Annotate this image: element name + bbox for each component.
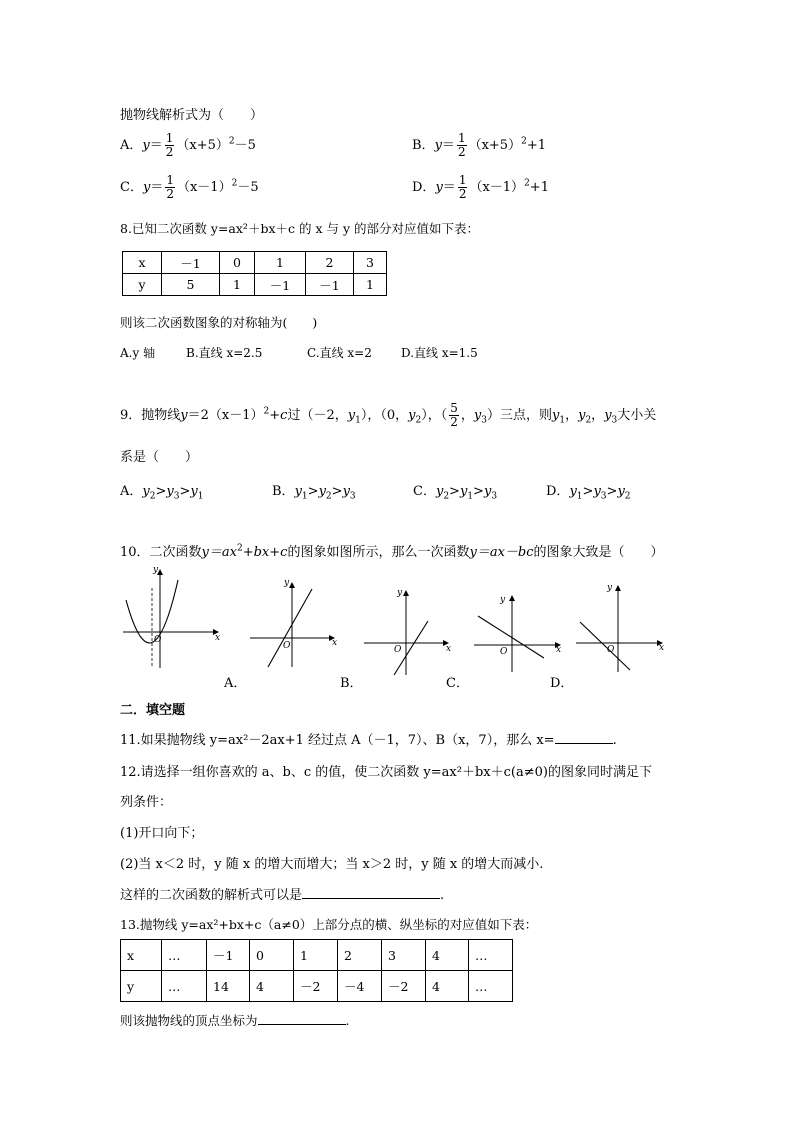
table-cell: y — [123, 274, 162, 296]
table-cell: 3 — [354, 252, 387, 274]
table-cell: 1 — [294, 940, 338, 971]
q7-option-d[interactable]: D．y＝ $\frac{1}{2}$ $(x-1)^2+1$ — [412, 173, 549, 201]
q13-table — [120, 939, 513, 1002]
table-row — [121, 971, 513, 1002]
graph-label-b[interactable]: B． — [340, 676, 363, 691]
graph-label-a[interactable]: A． — [224, 676, 247, 691]
graph-label-d[interactable]: D． — [550, 676, 574, 691]
q12-line3: 这样的二次函数的解析式可以是 . — [120, 888, 445, 903]
q12-condition-2: (2)当 x＜2 时，y 随 x 的增大而增大；当 x＞2 时，y 随 x 的增大而减小. — [120, 857, 544, 872]
svg-text:x: x — [659, 643, 665, 653]
table-cell: －1 — [207, 940, 250, 971]
svg-text:y: y — [397, 588, 403, 598]
table-cell: 4 — [426, 940, 469, 971]
table-cell: 2 — [338, 940, 382, 971]
svg-text:y: y — [500, 595, 506, 605]
section-title: 二．填空题 — [120, 703, 186, 718]
answer-blank[interactable] — [302, 886, 440, 899]
q9-option-b[interactable]: B．$y_1>y_2>y_3$ — [272, 484, 356, 502]
table-row — [121, 940, 513, 971]
table-cell: … — [469, 940, 513, 971]
table-cell: －4 — [338, 971, 382, 1002]
fraction: $\frac{1}{2}$ — [166, 173, 174, 201]
table-cell: 1 — [255, 252, 306, 274]
line-d — [580, 622, 630, 670]
q7-option-b[interactable]: B．y＝ $\frac{1}{2}$ $(x+5)^2+1$ — [412, 131, 546, 159]
q9-stem-line2: 系是（ ） — [120, 450, 199, 465]
q10-stem: 10．二次函数$y=ax^2+bx+c$的图象如图所示，那么一次函数y＝ax－bc的图象大致是（ ） — [120, 543, 664, 560]
q8-option-b[interactable]: B.直线 x=2.5 — [186, 346, 263, 360]
svg-text:O: O — [607, 645, 615, 655]
q9-option-c[interactable]: C．$y_2>y_1>y_3$ — [413, 484, 498, 502]
q8-table — [122, 251, 387, 296]
answer-blank[interactable] — [258, 1012, 346, 1025]
q8-question: 则该二次函数图象的对称轴为( ) — [120, 315, 318, 330]
svg-text:O: O — [500, 647, 508, 657]
answer-blank[interactable] — [555, 731, 613, 744]
parabola-graph — [118, 560, 228, 670]
table-cell: －2 — [382, 971, 426, 1002]
table-cell: x — [123, 252, 162, 274]
table-cell: 14 — [207, 971, 250, 1002]
svg-text:O: O — [394, 645, 402, 655]
svg-text:x: x — [556, 645, 562, 655]
table-cell: 2 — [306, 252, 354, 274]
q9-option-d[interactable]: D．$y_1>y_3>y_2$ — [546, 484, 631, 502]
axis-x-label: x — [215, 633, 221, 643]
table-cell: … — [162, 971, 207, 1002]
table-row — [123, 274, 387, 296]
axis-y-label: y — [153, 565, 159, 575]
table-cell: … — [162, 940, 207, 971]
table-cell: －2 — [294, 971, 338, 1002]
table-cell: … — [469, 971, 513, 1002]
table-cell: 5 — [162, 274, 220, 296]
graph-b — [360, 585, 460, 680]
graph-c — [470, 590, 570, 675]
table-cell: 0 — [250, 940, 294, 971]
svg-text:y: y — [284, 578, 290, 588]
q12-line1: 12.请选择一组你喜欢的 a、b、c 的值，使二次函数 y=ax²＋bx＋c(a≠0)的图象同时满足下 — [120, 765, 652, 780]
graph-label-c[interactable]: C． — [446, 676, 469, 691]
fraction: $\frac{1}{2}$ — [165, 131, 174, 159]
table-cell: 0 — [220, 252, 255, 274]
q9-option-a[interactable]: A．$y_2>y_3>y_1$ — [120, 484, 204, 502]
svg-text:x: x — [446, 644, 452, 654]
graph-a — [246, 575, 346, 670]
table-cell: 4 — [250, 971, 294, 1002]
q12-condition-1: (1)开口向下； — [120, 826, 204, 841]
q13-stem: 13.抛物线 y=ax²+bx+c（a≠0）上部分点的横、纵坐标的对应值如下表： — [120, 917, 538, 932]
origin-label: O — [154, 635, 162, 645]
q8-option-d[interactable]: D.直线 x=1.5 — [401, 346, 478, 360]
table-cell: －1 — [255, 274, 306, 296]
q7-option-a[interactable]: A．y＝ $\frac{1}{2}$ $(x+5)^2-5$ — [120, 131, 256, 159]
table-cell: 1 — [354, 274, 387, 296]
table-cell: －1 — [306, 274, 354, 296]
svg-text:x: x — [332, 638, 338, 648]
q9-stem: 9．抛物线$y=2(x-1)^2+c$过（－2，$y_1$），（0，$y_2$），（ $\frac{5}{2}$ ，$y_3$）三点，则$y_1$，$y_2$，$y_3$大小关 — [120, 401, 657, 429]
table-cell: y — [121, 971, 162, 1002]
svg-text:O: O — [283, 641, 291, 651]
q8-stem: 8.已知二次函数 y=ax²＋bx＋c 的 x 与 y 的部分对应值如下表： — [120, 221, 479, 236]
q8-option-a[interactable]: A.y 轴 — [120, 346, 156, 360]
q8-option-c[interactable]: C.直线 x=2 — [307, 346, 372, 360]
q7-option-c[interactable]: C．y＝ $\frac{1}{2}$ $(x-1)^2-5$ — [120, 173, 259, 201]
table-cell: 4 — [426, 971, 469, 1002]
fraction: $\frac{1}{2}$ — [457, 131, 466, 159]
q11: 11.如果抛物线 y=ax²－2ax+1 经过点 A（－1，7）、B（x，7），那么 x= . — [120, 733, 617, 748]
q7-stem: 抛物线解析式为（ ） — [120, 108, 264, 123]
q12-line2: 列条件： — [120, 795, 173, 810]
svg-text:y: y — [607, 583, 613, 593]
graph-d — [574, 580, 674, 675]
table-cell: x — [121, 940, 162, 971]
line-c — [478, 616, 544, 658]
q13-question: 则该抛物线的顶点坐标为 . — [120, 1013, 350, 1028]
table-cell: －1 — [162, 252, 220, 274]
fraction: $\frac{1}{2}$ — [458, 173, 467, 201]
table-row — [123, 252, 387, 274]
table-cell: 3 — [382, 940, 426, 971]
table-cell: 1 — [220, 274, 255, 296]
fraction: $\frac{5}{2}$ — [450, 401, 458, 429]
line-a — [268, 589, 312, 667]
